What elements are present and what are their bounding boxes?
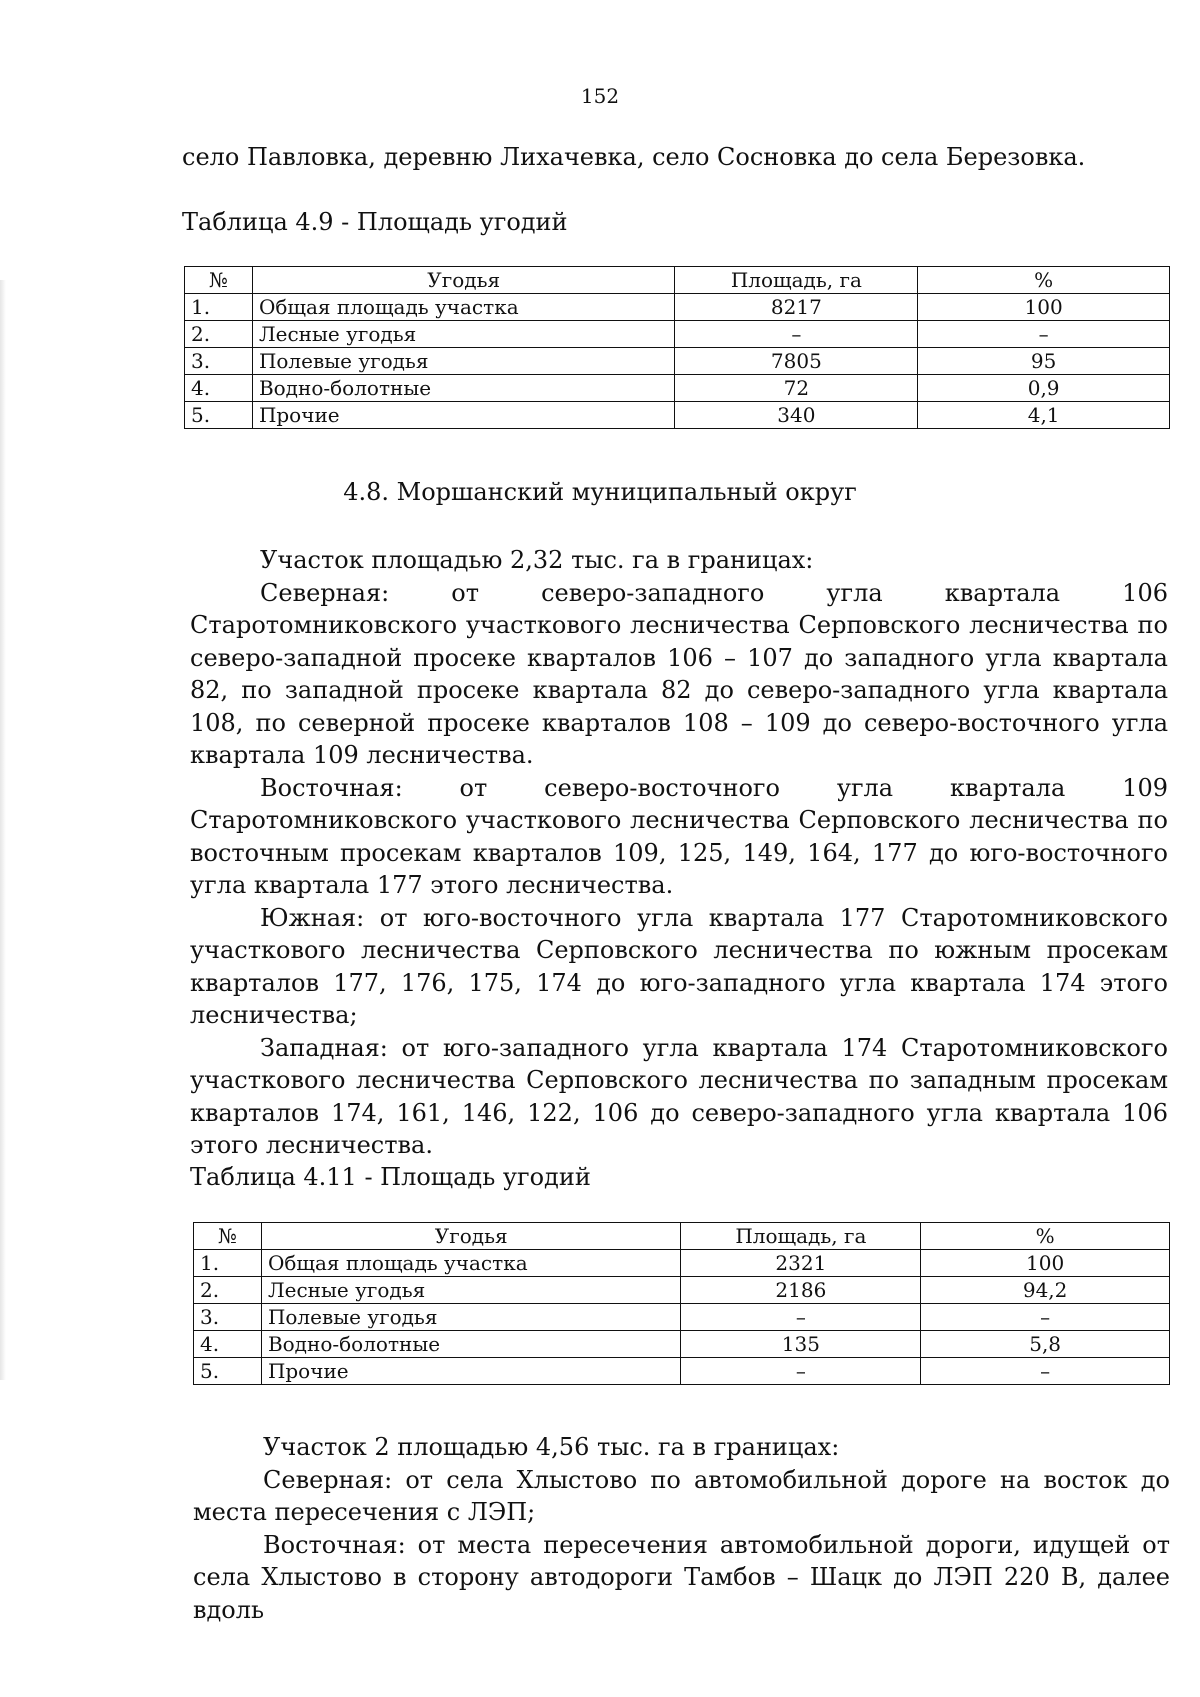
table2-header-type: Угодья — [261, 1223, 681, 1250]
paragraph: Восточная: от места пересечения автомобильной дороги, идущей от села Хлыстово в сторону автодороги Тамбов – Шацк до ЛЭП 220 В, далее вдоль — [193, 1530, 1170, 1624]
table1-cell: 4,1 — [918, 402, 1170, 429]
table2-cell: Водно-болотные — [261, 1331, 681, 1358]
table2-cell: 100 — [921, 1250, 1170, 1277]
table1-cell: Прочие — [252, 402, 675, 429]
table-row — [185, 321, 1170, 348]
table1-cell: 1. — [185, 294, 253, 321]
table2-cell: 1. — [194, 1250, 262, 1277]
page-number: 152 — [580, 84, 620, 108]
table2-cell: – — [921, 1304, 1170, 1331]
table1-cell: – — [918, 321, 1170, 348]
table2-cell: 94,2 — [921, 1277, 1170, 1304]
table2-cell: 135 — [681, 1331, 921, 1358]
table2-cell: 2. — [194, 1277, 262, 1304]
table-row — [185, 348, 1170, 375]
table1 — [184, 266, 1170, 429]
table2-cell: Общая площадь участка — [261, 1250, 681, 1277]
table2-cell: 4. — [194, 1331, 262, 1358]
table1-cell: 4. — [185, 375, 253, 402]
intro-line: село Павловка, деревню Лихачевка, село Сосновка до села Березовка. — [182, 143, 1086, 171]
paragraph: Южная: от юго-восточного угла квартала 177 Старотомниковского участкового лесничества Серповского лесничества по южным просекам кварталов 177, 176, 175, 174 до юго-западного угла квартала 174 этого лесничества; — [190, 903, 1168, 1029]
paragraph: Западная: от юго-западного угла квартала 174 Старотомниковского участкового лесничества Серповского лесничества по западным просекам кварталов 174, 161, 146, 122, 106 до северо-западного угла квартала 106 этого лесничества. — [190, 1033, 1168, 1159]
table1-header-type: Угодья — [252, 267, 675, 294]
table-row — [185, 375, 1170, 402]
table1-cell: 0,9 — [918, 375, 1170, 402]
paragraph: Северная: от северо-западного угла квартала 106 Старотомниковского участкового лесничества Серповского лесничества по северо-западной просеке кварталов 106 – 107 до западного угла квартала 82, по западной просеке квартала 82 до северо-западного угла квартала 108, по северной просеке кварталов 108 – 109 до северо-восточного угла квартала 109 лесничества. — [190, 578, 1168, 769]
table-row — [194, 1277, 1170, 1304]
table2-cell: 2321 — [681, 1250, 921, 1277]
table2-cell: Лесные угодья — [261, 1277, 681, 1304]
table2-header-row — [194, 1223, 1170, 1250]
table1-header-area: Площадь, га — [675, 267, 918, 294]
table1-cell: Общая площадь участка — [252, 294, 675, 321]
table-row — [194, 1304, 1170, 1331]
table-row — [194, 1250, 1170, 1277]
table2-cell: – — [681, 1304, 921, 1331]
table1-cell: 3. — [185, 348, 253, 375]
table1-cell: 100 — [918, 294, 1170, 321]
table2-caption: Таблица 4.11 - Площадь угодий — [190, 1163, 591, 1191]
table2-cell: 3. — [194, 1304, 262, 1331]
table1-header-num: № — [185, 267, 253, 294]
table1-caption: Таблица 4.9 - Площадь угодий — [182, 208, 568, 236]
table-row — [185, 294, 1170, 321]
table2-header-area: Площадь, га — [681, 1223, 921, 1250]
table2-cell: – — [681, 1358, 921, 1385]
section-text — [190, 544, 1168, 1162]
scan-edge-shadow — [0, 280, 6, 1380]
table2 — [193, 1222, 1170, 1385]
table1-cell: Водно-болотные — [252, 375, 675, 402]
table2-cell: 2186 — [681, 1277, 921, 1304]
paragraph: Участок площадью 2,32 тыс. га в границах: — [260, 546, 814, 574]
section-heading: 4.8. Моршанский муниципальный округ — [343, 478, 857, 506]
table1-header-percent: % — [918, 267, 1170, 294]
table1-cell: Полевые угодья — [252, 348, 675, 375]
table1-cell: 5. — [185, 402, 253, 429]
table-row — [185, 402, 1170, 429]
paragraph: Участок 2 площадью 4,56 тыс. га в границах: — [263, 1433, 840, 1461]
paragraph: Восточная: от северо-восточного угла квартала 109 Старотомниковского участкового лесничества Серповского лесничества по восточным просекам кварталов 109, 125, 149, 164, 177 до юго-восточного угла квартала 177 этого лесничества. — [190, 773, 1168, 899]
table2-cell: 5. — [194, 1358, 262, 1385]
table-row — [194, 1331, 1170, 1358]
table1-cell: 95 — [918, 348, 1170, 375]
table-row — [194, 1358, 1170, 1385]
table1-header-row — [185, 267, 1170, 294]
table1-cell: Лесные угодья — [252, 321, 675, 348]
table2-cell: Прочие — [261, 1358, 681, 1385]
table1-cell: – — [675, 321, 918, 348]
table2-cell: – — [921, 1358, 1170, 1385]
table2-header-percent: % — [921, 1223, 1170, 1250]
table2-cell: Полевые угодья — [261, 1304, 681, 1331]
paragraph: Северная: от села Хлыстово по автомобильной дороге на восток до места пересечения с ЛЭП; — [193, 1465, 1170, 1526]
table2-header-num: № — [194, 1223, 262, 1250]
table1-cell: 7805 — [675, 348, 918, 375]
table2-cell: 5,8 — [921, 1331, 1170, 1358]
table1-cell: 340 — [675, 402, 918, 429]
table1-cell: 8217 — [675, 294, 918, 321]
table1-cell: 2. — [185, 321, 253, 348]
table1-cell: 72 — [675, 375, 918, 402]
plot2-text — [193, 1431, 1170, 1626]
